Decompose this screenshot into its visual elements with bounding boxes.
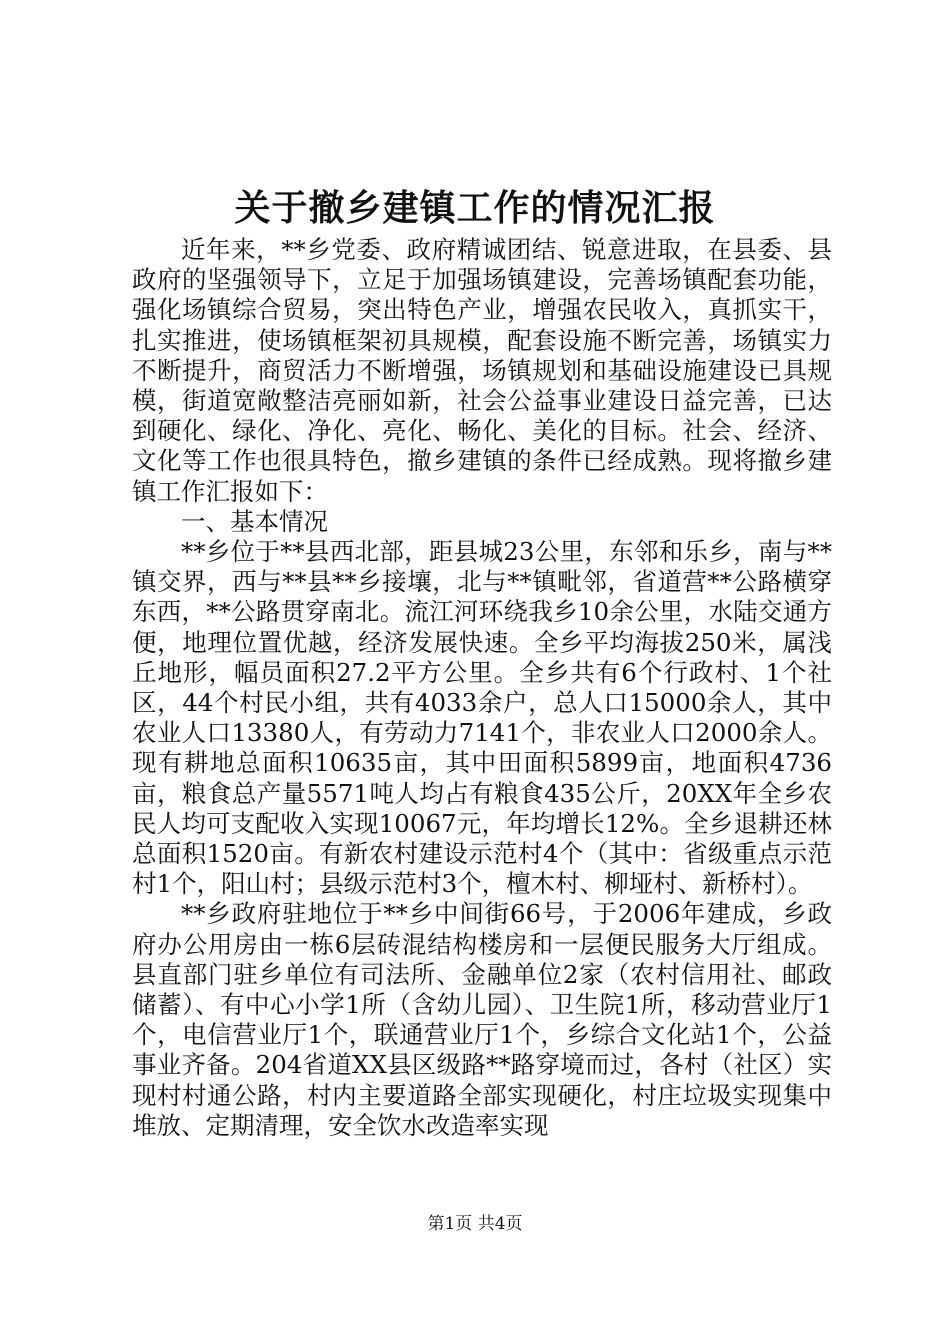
document-title: 关于撤乡建镇工作的情况汇报 (234, 187, 716, 229)
section-heading-basic-info: 一、基本情况 (181, 506, 328, 536)
page-number-footer: 第1页 共4页 (427, 1214, 523, 1234)
paragraph-location: **乡位于**县西北部，距县城23公里，东邻和乐乡，南与**镇交界，西与**县**乡接壤，北与**镇毗邻，省道营**公路横穿东西，**公路贯穿南北。流江河环绕我乡10余公里，水陆交通方便，地理位置优越，经济发展快速。全乡平均海拔250米，属浅丘地形，幅员面积27.2平方公里。全乡共有6个行政村、1个社区，44个村民小组，共有4033余户，总人口15000余人，其中农业人口13380人，有劳动力7141个，非农业人口2000余人。现有耕地总面积10635亩，其中田面积5899亩，地面积4736亩，粮食总产量5571吨人均占有粮食435公斤，20XX年全乡农民人均可支配收入实现10067元，年均增长12%。全乡退耕还林总面积1520亩。有新农村建设示范村4个（其中：省级重点示范村1个，阳山村；县级示范村3个，檀木村、柳垭村、新桥村）。 (132, 537, 832, 899)
document-body (132, 235, 832, 1141)
paragraph-intro: 近年来，**乡党委、政府精诚团结、锐意进取，在县委、县政府的坚强领导下，立足于加强场镇建设，完善场镇配套功能，强化场镇综合贸易，突出特色产业，增强农民收入，真抓实干，扎实推进，使场镇框架初具规模，配套设施不断完善，场镇实力不断提升，商贸活力不断增强，场镇规划和基础设施建设已具规模，街道宽敞整洁亮丽如新，社会公益事业建设日益完善，已达到硬化、绿化、净化、亮化、畅化、美化的目标。社会、经济、文化等工作也很具特色，撤乡建镇的条件已经成熟。现将撤乡建镇工作汇报如下： (132, 235, 832, 506)
paragraph-government: **乡政府驻地位于**乡中间街66号，于2006年建成，乡政府办公用房由一栋6层砖混结构楼房和一层便民服务大厅组成。县直部门驻乡单位有司法所、金融单位2家（农村信用社、邮政储蓄）、有中心小学1所（含幼儿园）、卫生院1所，移动营业厅1个，电信营业厅1个，联通营业厅1个，乡综合文化站1个，公益事业齐备。204省道XX县区级路**路穿境而过，各村（社区）实现村村通公路，村内主要道路全部实现硬化，村庄垃圾实现集中堆放、定期清理，安全饮水改造率实现 (132, 899, 832, 1140)
